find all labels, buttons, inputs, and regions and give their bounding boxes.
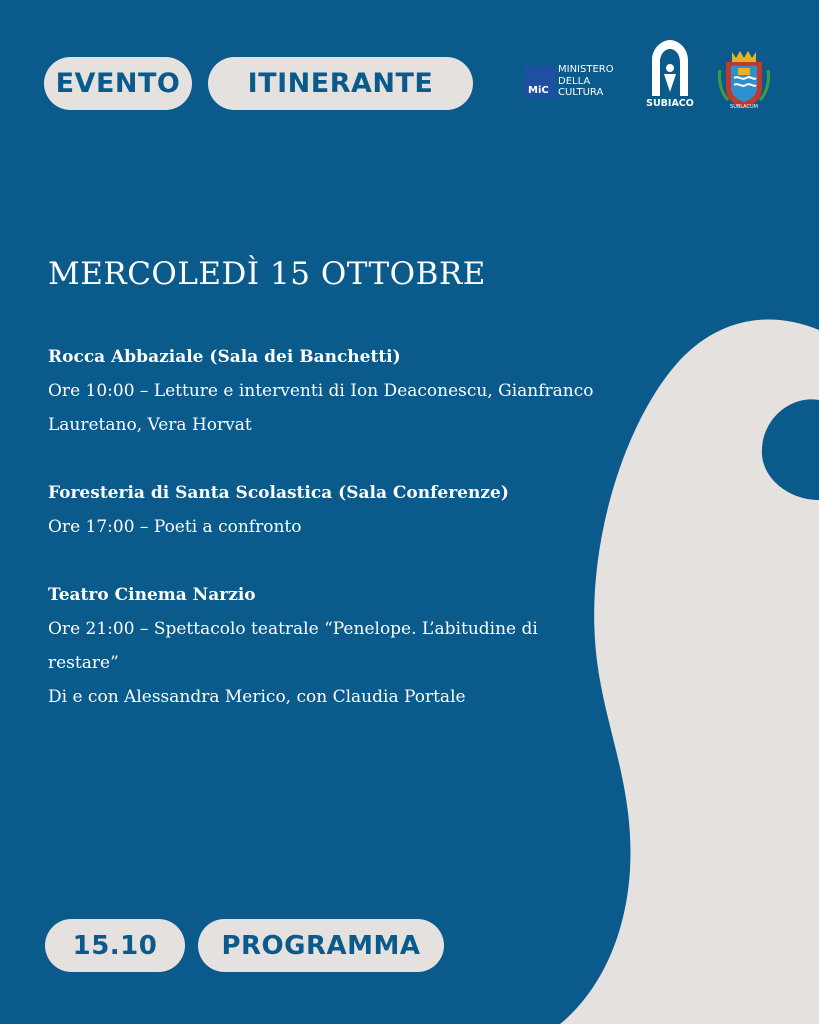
mic-badge-icon xyxy=(524,66,556,98)
event-mode-pill xyxy=(208,57,473,110)
session-item xyxy=(48,476,608,544)
town-crest xyxy=(718,48,770,114)
mic-badge-text: MiC xyxy=(528,85,549,96)
ministry-logo-text: MINISTERO DELLA CULTURA xyxy=(558,64,614,98)
event-type-pill xyxy=(44,57,192,110)
program-list xyxy=(48,340,608,748)
arrow-right-icon[interactable] xyxy=(731,929,783,963)
session-credits: Di e con Alessandra Merico, con Claudia Portale xyxy=(48,687,466,707)
date-pill-label: 15.10 xyxy=(72,930,158,961)
session-detail: Ore 21:00 – Spettacolo teatrale “Penelope. L’abitudine di restare” xyxy=(48,619,538,673)
session-item xyxy=(48,340,608,442)
program-pill xyxy=(198,919,444,972)
subiaco-arch-icon xyxy=(640,38,700,98)
session-detail: Ore 17:00 – Poeti a confronto xyxy=(48,517,302,537)
event-date-heading: MERCOLEDÌ 15 OTTOBRE xyxy=(48,256,486,292)
session-venue: Teatro Cinema Narzio xyxy=(48,585,256,605)
session-detail: Ore 10:00 – Letture e interventi di Ion Deaconescu, Gianfranco Lauretano, Vera Horvat xyxy=(48,381,594,435)
program-pill-label: PROGRAMMA xyxy=(221,930,421,961)
session-venue: Rocca Abbaziale (Sala dei Banchetti) xyxy=(48,347,401,367)
ministry-logo xyxy=(522,62,624,102)
event-mode-label: ITINERANTE xyxy=(247,68,434,99)
subiaco-logo xyxy=(640,38,700,124)
subiaco-label: SUBIACO xyxy=(646,98,694,109)
crest-label: SUBLACUM xyxy=(730,104,758,110)
session-venue: Foresteria di Santa Scolastica (Sala Conferenze) xyxy=(48,483,509,503)
session-item xyxy=(48,578,608,714)
event-type-label: EVENTO xyxy=(55,68,181,99)
date-pill xyxy=(45,919,185,972)
